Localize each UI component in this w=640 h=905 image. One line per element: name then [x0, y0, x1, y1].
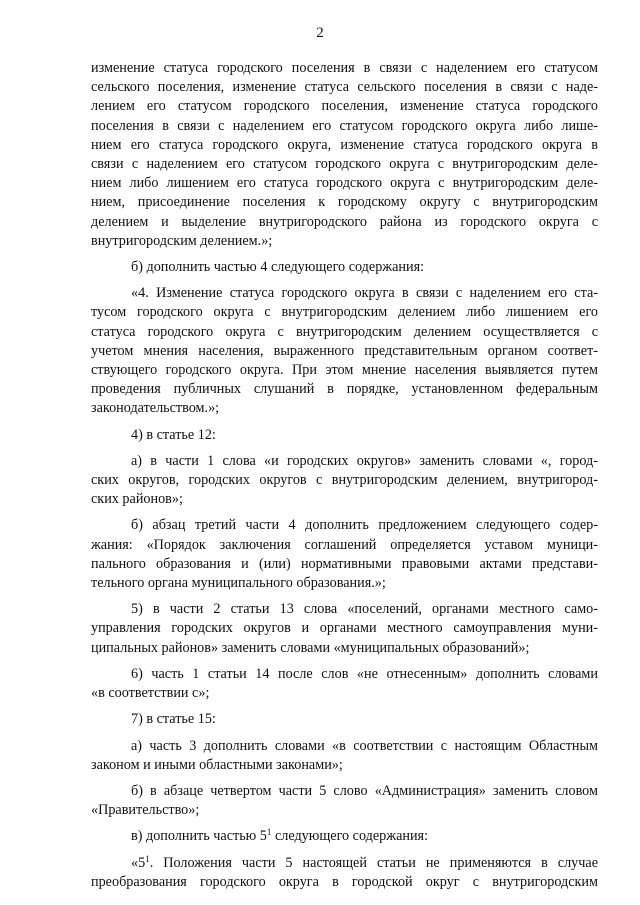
paragraph-line: изменение статуса городского поселения в связи с наделением его статусом: [91, 60, 598, 76]
paragraph-list: [91, 59, 598, 820]
paragraph-line: «в соответствии с»;: [91, 685, 210, 702]
paragraph-line: б) дополнить частью 4 следующего содержания:: [131, 259, 425, 276]
paragraph: [91, 782, 598, 820]
paragraph-line: внутригородским делением.»;: [91, 232, 273, 249]
paragraph-line: связи с наделением его статусом городского округа с внутригородским деле-: [91, 156, 598, 173]
paragraph: [91, 284, 598, 418]
paragraph-line: [91, 827, 598, 846]
paragraph-line: тельного органа муниципального образования.»;: [91, 575, 386, 592]
text-segment: в) дополнить частью 5: [131, 828, 267, 845]
paragraph-line: ских районов»;: [91, 491, 183, 508]
page-number: 2: [316, 25, 324, 41]
paragraph: [91, 854, 598, 892]
paragraph-line: б) абзац третий части 4 дополнить предложением следующего содер-: [131, 517, 598, 534]
paragraph-line: законодательством.»;: [91, 400, 220, 417]
paragraph: [91, 516, 598, 593]
paragraph-line: а) часть 3 дополнить словами «в соответствии с настоящим Областным: [131, 737, 598, 754]
paragraph: [91, 426, 598, 445]
paragraph-line: поселения в связи с наделением его статусом городского округа либо лише-: [91, 117, 598, 134]
paragraph-line: [91, 854, 598, 873]
superscript: 1: [145, 853, 150, 864]
paragraph-line: ских округов, городских округов с внутригородским делением, внутригород-: [91, 472, 598, 489]
paragraph-line: «Правительство»;: [91, 802, 200, 819]
paragraph: [91, 59, 598, 251]
paragraph: [91, 258, 598, 277]
paragraph-line: лением его статусом городского поселения, изменение статуса городского: [91, 98, 598, 115]
paragraph: [91, 710, 598, 729]
paragraph-line: делением и выделение внутригородского района из городского округа с: [91, 213, 598, 230]
paragraph-line: статуса городского округа с внутригородским делением осуществляется с: [91, 323, 598, 340]
paragraph-line: сельского поселения, изменение статуса сельского поселения в связи с наде-: [91, 79, 598, 96]
paragraph-line: нием, присоединение поселения к городскому округу с внутригородским: [91, 194, 598, 211]
paragraph-line: нием его статуса городского округа, изменение статуса городского округа в: [91, 136, 598, 153]
text-segment: следующего содержания:: [271, 828, 429, 845]
paragraph-line: законом и иными областными законами»;: [91, 756, 343, 773]
paragraph-line: «4. Изменение статуса городского округа в связи с наделением его ста-: [131, 285, 598, 302]
paragraph-line: управления городских округов и органами местного самоуправления муни-: [91, 620, 598, 637]
paragraph-line: пального образования и (или) нормативными правовыми актами представи-: [91, 555, 598, 572]
paragraph: [91, 452, 598, 510]
paragraph-line: 5) в части 2 статьи 13 слова «поселений, органами местного само-: [131, 601, 598, 618]
text-segment: . Положения части 5 настоящей статьи не применяются в случае: [149, 854, 598, 871]
paragraph-line: 7) в статье 15:: [131, 711, 216, 728]
paragraph-line: 6) часть 1 статьи 14 после слов «не отнесенным» дополнить словами: [131, 665, 598, 682]
paragraph-line: а) в части 1 слова «и городских округов» заменить словами «, город-: [131, 452, 598, 469]
paragraph-line: б) в абзаце четвертом части 5 слово «Администрация» заменить словом: [131, 782, 598, 799]
paragraph: [91, 737, 598, 775]
paragraph-line: ципальных районов» заменить словами «муниципальных образований»;: [91, 639, 530, 656]
paragraph-line: проведения публичных слушаний в порядке, установленном федеральным: [91, 381, 598, 398]
paragraph-line: нием либо лишением его статуса городского округа с внутригородским деле-: [91, 175, 598, 192]
document-body: [91, 59, 598, 899]
paragraph-line: тусом городского округа с внутригородским делением либо лишением его: [91, 304, 598, 321]
paragraph-line: учетом мнения населения, выраженного представительным органом соответ-: [91, 342, 598, 359]
paragraph-line: жания: «Порядок заключения соглашений определяется уставом муници-: [91, 536, 598, 553]
paragraph: [91, 665, 598, 703]
superscript: 1: [266, 827, 272, 838]
paragraph-line: ствующего городского округа. При этом мнение населения выявляется путем: [91, 362, 598, 379]
paragraph-line: 4) в статье 12:: [131, 426, 216, 443]
paragraph: [91, 827, 598, 846]
paragraph-line: преобразования городского округа в городской округ с внутригородским: [91, 873, 598, 890]
paragraph: [91, 600, 598, 658]
text-segment: «5: [131, 854, 146, 871]
